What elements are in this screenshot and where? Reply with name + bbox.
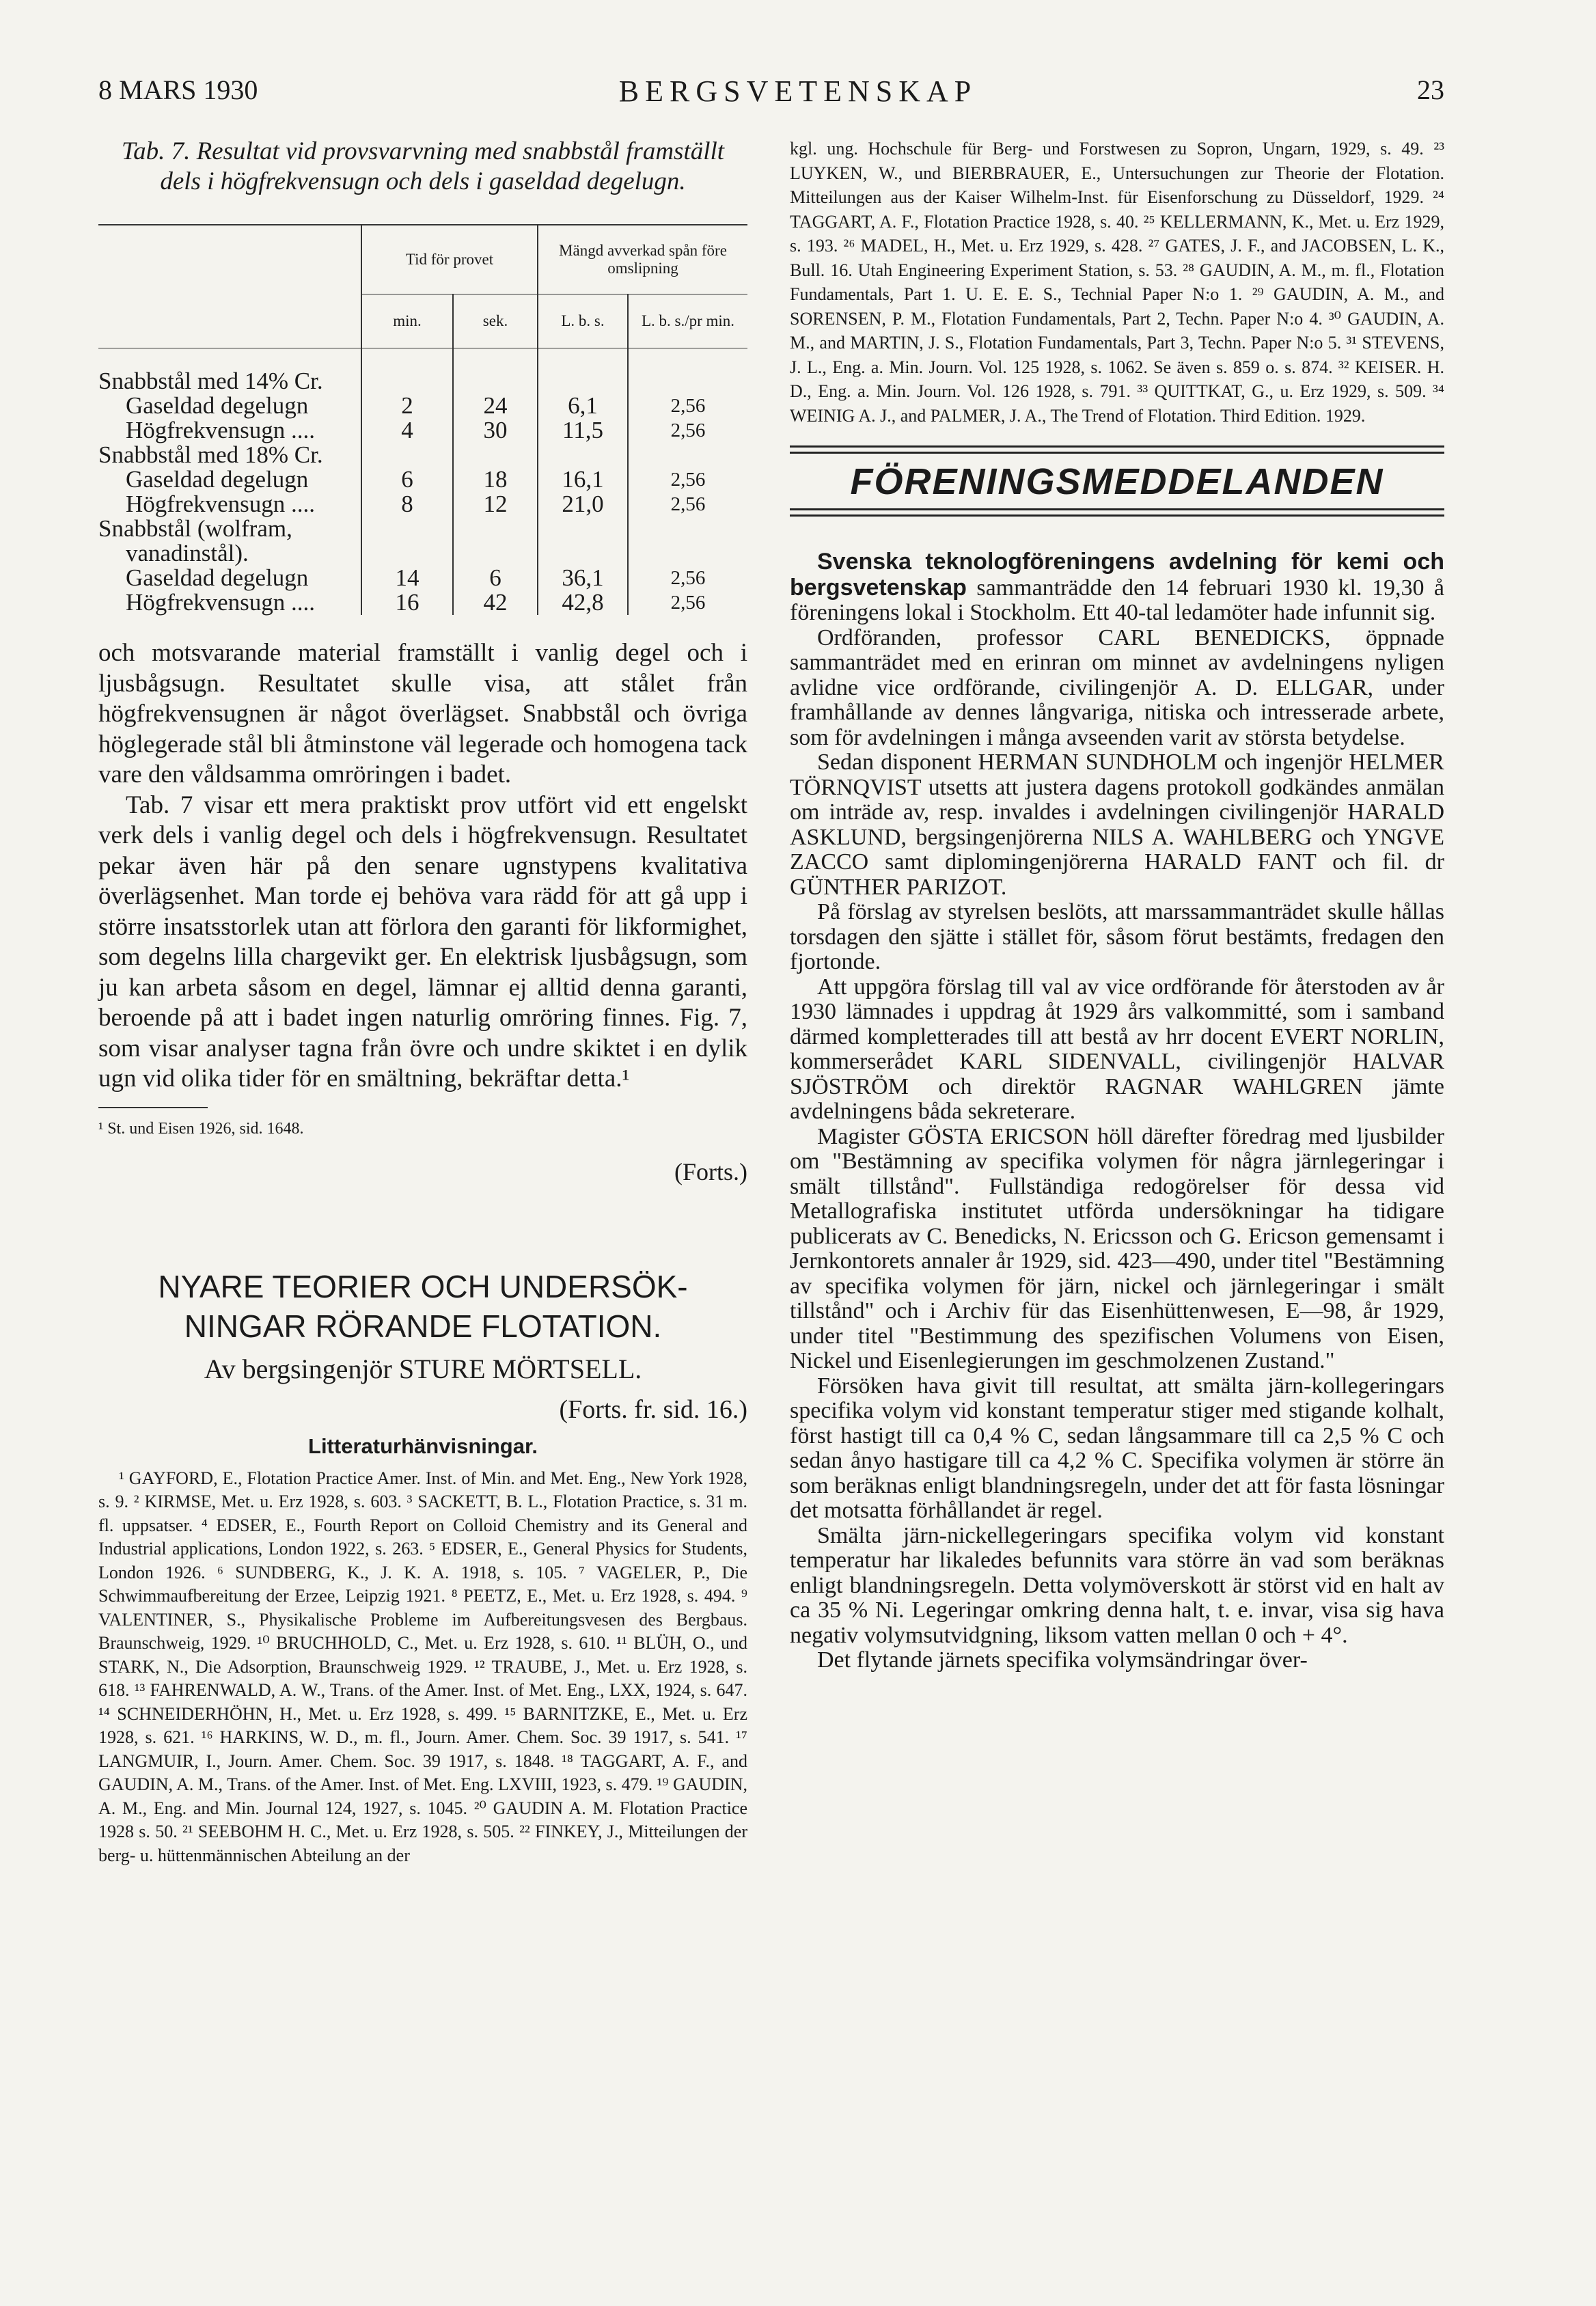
cell-lbs-per-min: 2,56 [628, 467, 747, 492]
cell-lbs: 36,1 [538, 566, 628, 590]
unit-header-min: min. [361, 294, 453, 348]
cell-lbs: 11,5 [538, 418, 628, 443]
notice-lead-rest: sammanträdde den 14 februari 1930 kl. 19,30 å föreningens lokal i Stockholm. Ett 40-tal ledamöter hade infunnit sig. [790, 575, 1444, 625]
unit-header-lbs-per-min: L. b. s./pr min. [628, 294, 747, 348]
footnote: ¹ St. und Eisen 1926, sid. 1648. [98, 1119, 304, 1138]
row-name: Högfrekvensugn .... [126, 491, 316, 517]
notice-paragraph: Sedan disponent HERMAN SUNDHOLM och ingenjör HELMER TÖRNQVIST utsetts att justera dagens protokoll godkändes anmälan om inträde av, resp. invaldes i avdelningen civilingenjör HARALD ASKLUND, bergsingenjörerna NILS A. WAHLBERG och YNGVE ZACCO samt diplomingenjörerna HARALD FANT och fil. dr GÜNTHER PARIZOT. [790, 750, 1444, 900]
row-name: Högfrekvensugn .... [126, 589, 316, 616]
running-header [0, 74, 1596, 122]
row-name: Högfrekvensugn .... [126, 417, 316, 443]
article-author [98, 1353, 747, 1385]
double-rule [790, 445, 1444, 454]
author-name: STURE MÖRTSELL. [398, 1353, 642, 1384]
cell-lbs-per-min: 2,56 [628, 418, 747, 443]
table-row [98, 566, 747, 590]
header-journal-name: BERGSVETENSKAP [618, 74, 978, 108]
article-title [98, 1267, 747, 1346]
right-column [790, 137, 1444, 1673]
unit-header-lbs: L. b. s. [538, 294, 628, 348]
references-heading: Litteraturhänvisningar. [308, 1433, 538, 1458]
table-row [98, 517, 747, 541]
table-corner-cell [98, 294, 361, 348]
table-row [98, 590, 747, 615]
cell-lbs-per-min: 2,56 [628, 492, 747, 517]
cell-lbs-per-min: 2,56 [628, 566, 747, 590]
table-caption-text: Resultat vid provsvarvning med snabbstål framställt dels i högfrekvensugn och dels i gaseldad degelugn. [160, 137, 725, 195]
body-paragraph: och motsvarande material framställt i vanlig degel och i ljusbågsugn. Resultatet skulle visa, att stålet från högfrekvensugnen är något överlägset. Snabbstål och övriga höglegerade stål bli åtminstone väl legerade och homogena tack vare den våldsamma omröringen i badet. [98, 639, 747, 788]
cell-min: 2 [361, 394, 453, 418]
section-title: FÖRENINGSMEDDELANDEN [850, 461, 1384, 502]
cell-lbs-per-min: 2,56 [628, 394, 747, 418]
cell-min: 14 [361, 566, 453, 590]
notice-lead [790, 549, 1444, 626]
cell-min: 8 [361, 492, 453, 517]
header-page-number: 23 [1417, 74, 1444, 105]
col-header-amount: Mängd avverkad spån före omslipning [538, 225, 747, 294]
table-spacer [98, 348, 361, 370]
left-column [98, 137, 747, 1867]
cell-lbs: 16,1 [538, 467, 628, 492]
row-name: Gaseldad degelugn [126, 564, 309, 591]
references-text: ¹ GAYFORD, E., Flotation Practice Amer. Inst. of Min. and Met. Eng., New York 1928, s. 9. ² KIRMSE, Met. u. Erz 1928, s. 603. ³ SACKETT, B. L., Flotation Practice, s. 31 m. fl. uppsatser. ⁴ EDSER, E., Fourth Report on Colloid Chemistry and its General and Industrial applications, London 1922, s. 263. ⁵ EDSER, E., General Physics for Students, London 1926. ⁶ SUNDBERG, K., J. K. A. 1918, s. 105. ⁷ VAGELER, P., Die Schwimmaufbereitung der Erzee, Leipzig 1921. ⁸ PEETZ, E., Met. u. Erz 1928, s. 494. ⁹ VALENTINER, S., Physikalische Probleme im Aufbereitungsvesen des Bergbaus. Braunschweig, 1929. ¹⁰ BRUCHHOLD, C., Met. u. Erz 1928, s. 610. ¹¹ BLÜH, O., und STARK, N., Die Adsorption, Braunschweig 1929. ¹² TRAUBE, J., Met. u. Erz 1928, s. 618. ¹³ FAHRENWALD, A. W., Trans. of the Amer. Inst. of Met. Eng., LXX, 1924, s. 647. ¹⁴ SCHNEIDERHÖHN, H., Met. u. Erz 1928, s. 499. ¹⁵ BARNITZKE, E., Met. u. Erz 1928, s. 621. ¹⁶ HARKINS, W. D., m. fl., Journ. Amer. Chem. Soc. 39 1917, s. 541. ¹⁷ LANGMUIR, I., Journ. Amer. Chem. Soc. 39 1917, s. 1848. ¹⁸ TAGGART, A. F., and GAUDIN, A. M., Trans. of the Amer. Inst. of Met. Eng. LXVIII, 1923, s. 479. ¹⁹ GAUDIN, A. M., Eng. and Min. Journal 124, 1927, s. 1045. ²⁰ GAUDIN A. M. Flotation Practice 1928 s. 50. ²¹ SEEBOHM H. C., Met. u. Erz 1928, s. 505. ²² FINKEY, J., Mitteilungen der berg- u. hüttenmännischen Abteilung an der [98, 1468, 747, 1865]
table-row [98, 467, 747, 492]
row-name: Snabbstål med 18% Cr. [98, 441, 323, 468]
cell-sek: 18 [453, 467, 538, 492]
double-rule [790, 508, 1444, 517]
row-name: Gaseldad degelugn [126, 466, 309, 493]
table-row [98, 418, 747, 443]
table-row [98, 541, 747, 566]
cell-min: 6 [361, 467, 453, 492]
table-caption [98, 137, 747, 197]
col-header-time: Tid för provet [361, 225, 538, 294]
table-corner-cell [98, 225, 361, 294]
article-title-line: NINGAR RÖRANDE FLOTATION. [184, 1308, 662, 1344]
row-name: Snabbstål med 14% Cr. [98, 368, 323, 394]
row-name: Gaseldad degelugn [126, 392, 309, 419]
cell-lbs: 42,8 [538, 590, 628, 615]
row-name: vanadinstål). [126, 540, 249, 566]
cell-sek: 6 [453, 566, 538, 590]
article-continued-from: (Forts. fr. sid. 16.) [559, 1395, 747, 1424]
notice-lead-bold: Svenska teknologföreningens avdelning för kemi och bergsvetenskap [790, 549, 1444, 601]
table-row [98, 443, 747, 467]
table-7 [98, 224, 747, 615]
header-date: 8 MARS 1930 [98, 74, 258, 105]
cell-lbs: 6,1 [538, 394, 628, 418]
table-row [98, 369, 747, 394]
notice-paragraph: Magister GÖSTA ERICSON höll därefter föredrag med ljusbilder om "Bestämning av specifika volymen för några järnlegeringar i smält tillstånd". Fullständiga redogörelser för dessa vid Metallografiska institutet utförda undersökningar ha tidigare publicerats av C. Benedicks, N. Ericsson och G. Ericson gemensamt i Jernkontorets annaler år 1929, sid. 423—490, under titel "Bestämning av specifika volymen för järn, nickel och järnlegeringar i smält tillstånd" och i Archiv für das Eisenhüttenwesen, E—98, år 1929, under titel "Bestimmung des spezifischen Volumens von Eisen, Nickel und Eisenlegierungen im geschmolzenen Zustand." [790, 1123, 1444, 1373]
table-caption-label: Tab. 7. [121, 137, 191, 165]
unit-header-sek: sek. [453, 294, 538, 348]
body-paragraph: Tab. 7 visar ett mera praktiskt prov utfört vid ett engelskt verk dels i vanlig degel och dels i högfrekvensugn. Resultatet pekar även här på den senare ugnstypens kvalitativa överlägsenhet. Man torde ej behöva vara rädd för att gå upp i större insatsstorlek utan att förlora den garanti för likformighet, som degelns lilla chargevikt ger. En elektrisk ljusbågsugn, som ju kan arbeta såsom en degel, lämnar ej alltid denna garanti, beroende på att i badet ingen naturlig omröring finnes. Fig. 7, som visar analyser tagna från övre och undre skiktet i en dylik ugn vid olika tider för en smältning, bekräftar detta.¹ [98, 791, 747, 1093]
notice-body [790, 549, 1444, 1673]
cell-sek: 42 [453, 590, 538, 615]
notice-paragraph: Det flytande järnets specifika volymsändringar över- [817, 1647, 1308, 1673]
references-continued: kgl. ung. Hochschule für Berg- und Forstwesen zu Sopron, Ungarn, 1929, s. 49. ²³ LUYKEN, W., und BIERBRAUER, E., Untersuchungen zur Theorie der Flotation. Mitteilungen aus der Kaiser Wilhelm-Inst. für Eisenforschung zu Düsseldorf, 1929. ²⁴ TAGGART, A. F., Flotation Practice 1928, s. 40. ²⁵ KELLERMANN, K., Met. u. Erz 1929, s. 193. ²⁶ MADEL, H., Met. u. Erz 1929, s. 428. ²⁷ GATES, J. F., and JACOBSEN, L. K., Bull. 16. Utah Engineering Experiment Station, s. 53. ²⁸ GAUDIN, A. M., m. fl., Flotation Fundamentals, Part 1. U. E. E. S., Technial Paper N:o 1. ²⁹ GAUDIN, A. M., and SORENSEN, P. M., Flotation Fundamentals, Part 2, Techn. Paper N:o 4. ³⁰ GAUDIN, A. M., and MARTIN, J. S., Flotation Fundamentals, Part 3, Techn. Paper N:o 5. ³¹ STEVENS, J. L., Eng. a. Min. Journ. Vol. 125 1928, s. 1062. Se även s. 859 o. s. 874. ³² KEISER. H. D., Eng. a. Min. Journ. Vol. 126 1928, s. 791. ³³ QUITTKAT, G., u. Erz 1929, s. 509. ³⁴ WEINIG A. J., and PALMER, J. A., The Trend of Flotation. Third Edition. 1929. [790, 139, 1444, 426]
cell-sek: 24 [453, 394, 538, 418]
notice-paragraph: På förslag av styrelsen beslöts, att marssammanträdet skulle hållas torsdagen den sjätte i stället för, såsom förut bestämts, fredagen den fjortonde. [790, 899, 1444, 974]
article-title-line: NYARE TEORIER OCH UNDERSÖK- [158, 1268, 688, 1304]
cell-sek: 12 [453, 492, 538, 517]
continued-note: (Forts.) [674, 1157, 747, 1185]
notice-paragraph: Smälta järn-nickellegeringars specifika volym vid konstant temperatur har likaledes befunnits vara större än vad som beräknas enligt blandningsregeln. Detta volymöverskott är störst vid en halt av ca 35 % Ni. Legeringar omkring denna halt, t. e. invar, visa sig hava negativ volymsutvidgning, liksom vatten mellan 0 och + 4°. [790, 1522, 1444, 1648]
table-row [98, 394, 747, 418]
notice-paragraph: Försöken hava givit till resultat, att smälta järn-kollegeringars specifika volym vid konstant temperatur stiger med stigande kolhalt, först hastigt till ca 0,4 % C, sedan långsammare till ca 2,5 % C och sedan ånyo hastigare till ca 4,2 % C. Specifika volymen är större än som beräknas enligt blandningsregeln, under det att för fasta lösningar det motsatta förhållandet är regel. [790, 1373, 1444, 1523]
notice-paragraph: Ordföranden, professor CARL BENEDICKS, öppnade sammanträdet med en erinran om minnet av avdelningens nyligen avlidne vice ordförande, civilingenjör A. D. ELLGAR, under framhållande av dennes långvariga, nitiska och intresserade arbete, som för avdelningen i många avseenden varit av största betydelse. [790, 624, 1444, 750]
author-prefix: Av bergsingenjör [204, 1353, 392, 1384]
notice-paragraph: Att uppgöra förslag till val av vice ordförande för återstoden av år 1930 lämnades i uppdrag åt 1929 års valkommitté, som i samband därmed kompletterades till att bestå av hrr docent EVERT NORLIN, kommerserådet KARL SIDENVALL, civilingenjör HALVAR SJÖSTRÖM och direktör RAGNAR WAHLGREN jämte avdelningens båda sekreterare. [790, 974, 1444, 1124]
table-row [98, 492, 747, 517]
cell-min: 16 [361, 590, 453, 615]
cell-sek: 30 [453, 418, 538, 443]
cell-lbs: 21,0 [538, 492, 628, 517]
left-body-text [98, 638, 747, 1095]
cell-lbs-per-min: 2,56 [628, 590, 747, 615]
cell-min: 4 [361, 418, 453, 443]
references-list [98, 1467, 747, 1868]
footnote-rule [98, 1107, 208, 1108]
row-name: Snabbstål (wolfram, [98, 515, 292, 542]
